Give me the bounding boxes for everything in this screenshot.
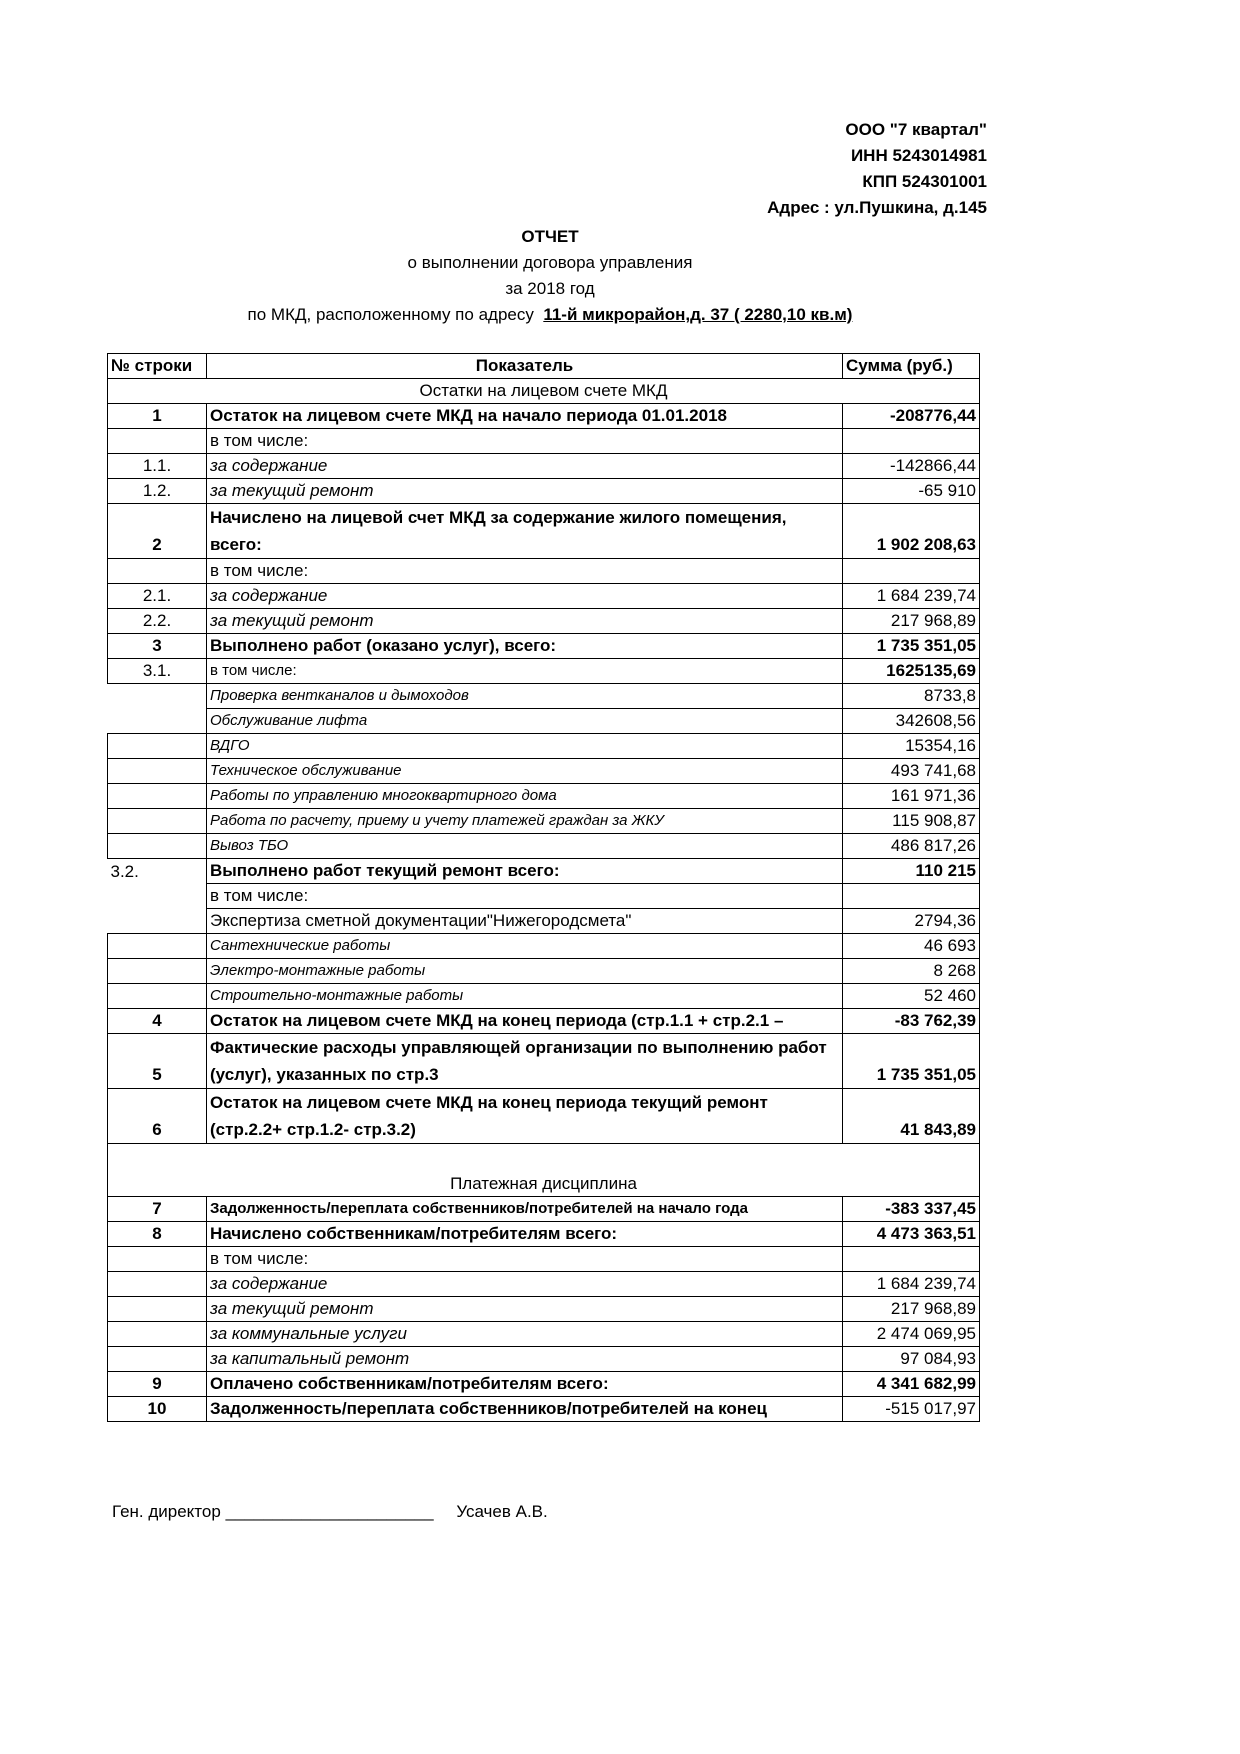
table-row: 8 Начислено собственникам/потребителям всего: 4 473 363,51: [108, 1222, 980, 1247]
table-row: Вывоз ТБО 486 817,26: [108, 834, 980, 859]
table-row: за содержание 1 684 239,74: [108, 1272, 980, 1297]
organization-header: [767, 117, 987, 221]
table-row: за коммунальные услуги 2 474 069,95: [108, 1322, 980, 1347]
header-indicator: Показатель: [207, 354, 843, 379]
table-row: Электро-монтажные работы 8 268: [108, 959, 980, 984]
org-inn: ИНН 5243014981: [850, 146, 987, 165]
title-line4-prefix: по МКД, расположенному по адресу: [247, 305, 534, 324]
table-row: за капитальный ремонт 97 084,93: [108, 1347, 980, 1372]
table-row: в том числе:: [108, 884, 980, 909]
title-address: 11-й микрорайон,д. 37 ( 2280,10 кв.м): [543, 305, 853, 324]
table-row: в том числе:: [108, 1247, 980, 1272]
signature-block: [112, 1502, 548, 1522]
table-row: за текущий ремонт 217 968,89: [108, 1297, 980, 1322]
table-row: 10 Задолженность/переплата собственников/потребителей на конец -515 017,97: [108, 1397, 980, 1422]
table-row: 3.1. в том числе: 1625135,69: [108, 659, 980, 684]
table-row: в том числе:: [108, 429, 980, 454]
table-row: ВДГО 15354,16: [108, 734, 980, 759]
table-row: 5 Фактические расходы управляющей организации по выполнению работ (услуг), указанных по стр.3 1 735 351,05: [108, 1034, 980, 1089]
table-row: 3 Выполнено работ (оказано услуг), всего: 1 735 351,05: [108, 634, 980, 659]
table-row: 1 Остаток на лицевом счете МКД на начало периода 01.01.2018 -208776,44: [108, 404, 980, 429]
table-row: Работы по управлению многоквартирного дома 161 971,36: [108, 784, 980, 809]
report-table: [107, 353, 980, 1422]
table-row: 1.1. за содержание -142866,44: [108, 454, 980, 479]
org-address: Адрес : ул.Пушкина, д.145: [767, 198, 987, 217]
header-num: № строки: [108, 354, 207, 379]
table-row: Техническое обслуживание 493 741,68: [108, 759, 980, 784]
signature-line: ______________________: [225, 1502, 434, 1521]
title-line2: о выполнении договора управления: [407, 253, 693, 272]
table-row: 1.2. за текущий ремонт -65 910: [108, 479, 980, 504]
table-row: Экспертиза сметной документации"Нижегородсмета" 2794,36: [108, 909, 980, 934]
section-payment-discipline: Платежная дисциплина: [108, 1144, 980, 1197]
title-main: ОТЧЕТ: [521, 227, 579, 246]
signature-position: Ген. директор: [112, 1502, 221, 1521]
header-sum: Сумма (руб.): [843, 354, 980, 379]
table-row: Сантехнические работы 46 693: [108, 934, 980, 959]
table-row: Проверка вентканалов и дымоходов 8733,8: [108, 684, 980, 709]
signature-name: Усачев А.В.: [456, 1502, 548, 1521]
table-row: в том числе:: [108, 559, 980, 584]
table-row: 2.2. за текущий ремонт 217 968,89: [108, 609, 980, 634]
table-row: 2 Начислено на лицевой счет МКД за содержание жилого помещения, всего: 1 902 208,63: [108, 504, 980, 559]
table-row: 7 Задолженность/переплата собственников/потребителей на начало года -383 337,45: [108, 1197, 980, 1222]
table-row: Строительно-монтажные работы 52 460: [108, 984, 980, 1009]
org-kpp: КПП 524301001: [862, 172, 987, 191]
table-row: Работа по расчету, приему и учету платежей граждан за ЖКУ 115 908,87: [108, 809, 980, 834]
title-line4: [0, 302, 1100, 328]
section-balances: Остатки на лицевом счете МКД: [108, 379, 980, 404]
table-row: 4 Остаток на лицевом счете МКД на конец периода (стр.1.1 + стр.2.1 – -83 762,39: [108, 1009, 980, 1034]
org-name: ООО "7 квартал": [845, 120, 987, 139]
report-title: [0, 224, 1100, 328]
table-row: 6 Остаток на лицевом счете МКД на конец периода текущий ремонт (стр.2.2+ стр.1.2- стр.3.2) 41 843,89: [108, 1089, 980, 1144]
table-row: 2.1. за содержание 1 684 239,74: [108, 584, 980, 609]
table-row: Обслуживание лифта 342608,56: [108, 709, 980, 734]
title-line3: за 2018 год: [505, 279, 595, 298]
table-row: 3.2. Выполнено работ текущий ремонт всего: 110 215: [108, 859, 980, 884]
table-row: 9 Оплачено собственникам/потребителям всего: 4 341 682,99: [108, 1372, 980, 1397]
